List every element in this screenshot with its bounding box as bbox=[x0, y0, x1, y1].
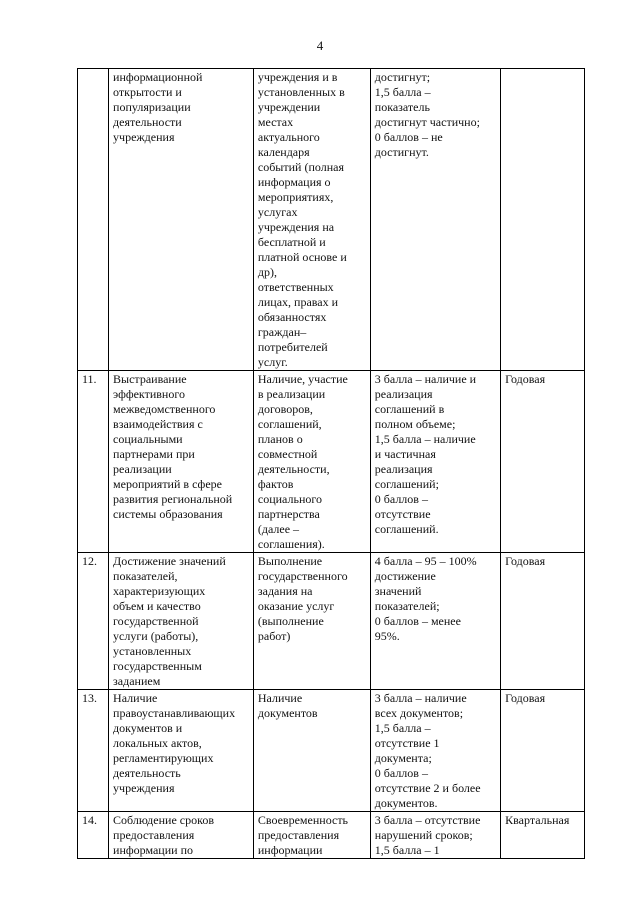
indicator-name: Достижение значений показателей, характеризующих объем и качество государственной услуги (работы), установленных государственным заданием bbox=[109, 553, 254, 690]
row-number: 11. bbox=[78, 371, 109, 553]
indicator-name: Выстраивание эффективного межведомственного взаимодействия с социальными партнерами при реализации мероприятий в сфере развития региональной системы образования bbox=[109, 371, 254, 553]
score-description: 4 балла – 95 – 100% достижение значений показателей; 0 баллов – менее 95%. bbox=[370, 553, 500, 690]
periodicity bbox=[501, 69, 585, 371]
periodicity: Квартальная bbox=[501, 812, 585, 859]
table-row bbox=[78, 690, 585, 812]
score-description: достигнут; 1,5 балла – показатель достигнут частично; 0 баллов – не достигнут. bbox=[370, 69, 500, 371]
periodicity: Годовая bbox=[501, 553, 585, 690]
criterion: Наличие, участие в реализации договоров, соглашений, планов о совместной деятельности, фактов социального партнерства (далее – соглашения). bbox=[253, 371, 370, 553]
indicator-name: Наличие правоустанавливающих документов и локальных актов, регламентирующих деятельность учреждения bbox=[109, 690, 254, 812]
criterion: учреждения и в установленных в учреждении местах актуального календаря событий (полная информация о мероприятиях, услугах учреждения на бесплатной и платной основе и др), ответственных лицах, правах и обязанностях граждан– потребителей услуг. bbox=[253, 69, 370, 371]
score-description: 3 балла – отсутствие нарушений сроков; 1,5 балла – 1 bbox=[370, 812, 500, 859]
criterion: Своевременность предоставления информации bbox=[253, 812, 370, 859]
periodicity: Годовая bbox=[501, 371, 585, 553]
table-row bbox=[78, 553, 585, 690]
row-number: 13. bbox=[78, 690, 109, 812]
row-number: 12. bbox=[78, 553, 109, 690]
row-number bbox=[78, 69, 109, 371]
page-number: 4 bbox=[316, 38, 324, 53]
indicator-name: Соблюдение сроков предоставления информации по bbox=[109, 812, 254, 859]
score-description: 3 балла – наличие и реализация соглашений в полном объеме; 1,5 балла – наличие и частичная реализация соглашений; 0 баллов – отсутствие соглашений. bbox=[370, 371, 500, 553]
row-number: 14. bbox=[78, 812, 109, 859]
table-row bbox=[78, 371, 585, 553]
table-row bbox=[78, 69, 585, 371]
criterion: Наличие документов bbox=[253, 690, 370, 812]
criterion: Выполнение государственного задания на оказание услуг (выполнение работ) bbox=[253, 553, 370, 690]
indicator-name: информационной открытости и популяризации деятельности учреждения bbox=[109, 69, 254, 371]
periodicity: Годовая bbox=[501, 690, 585, 812]
table-row bbox=[78, 812, 585, 859]
score-description: 3 балла – наличие всех документов; 1,5 балла – отсутствие 1 документа; 0 баллов – отсутствие 2 и более документов. bbox=[370, 690, 500, 812]
criteria-table bbox=[77, 68, 585, 859]
